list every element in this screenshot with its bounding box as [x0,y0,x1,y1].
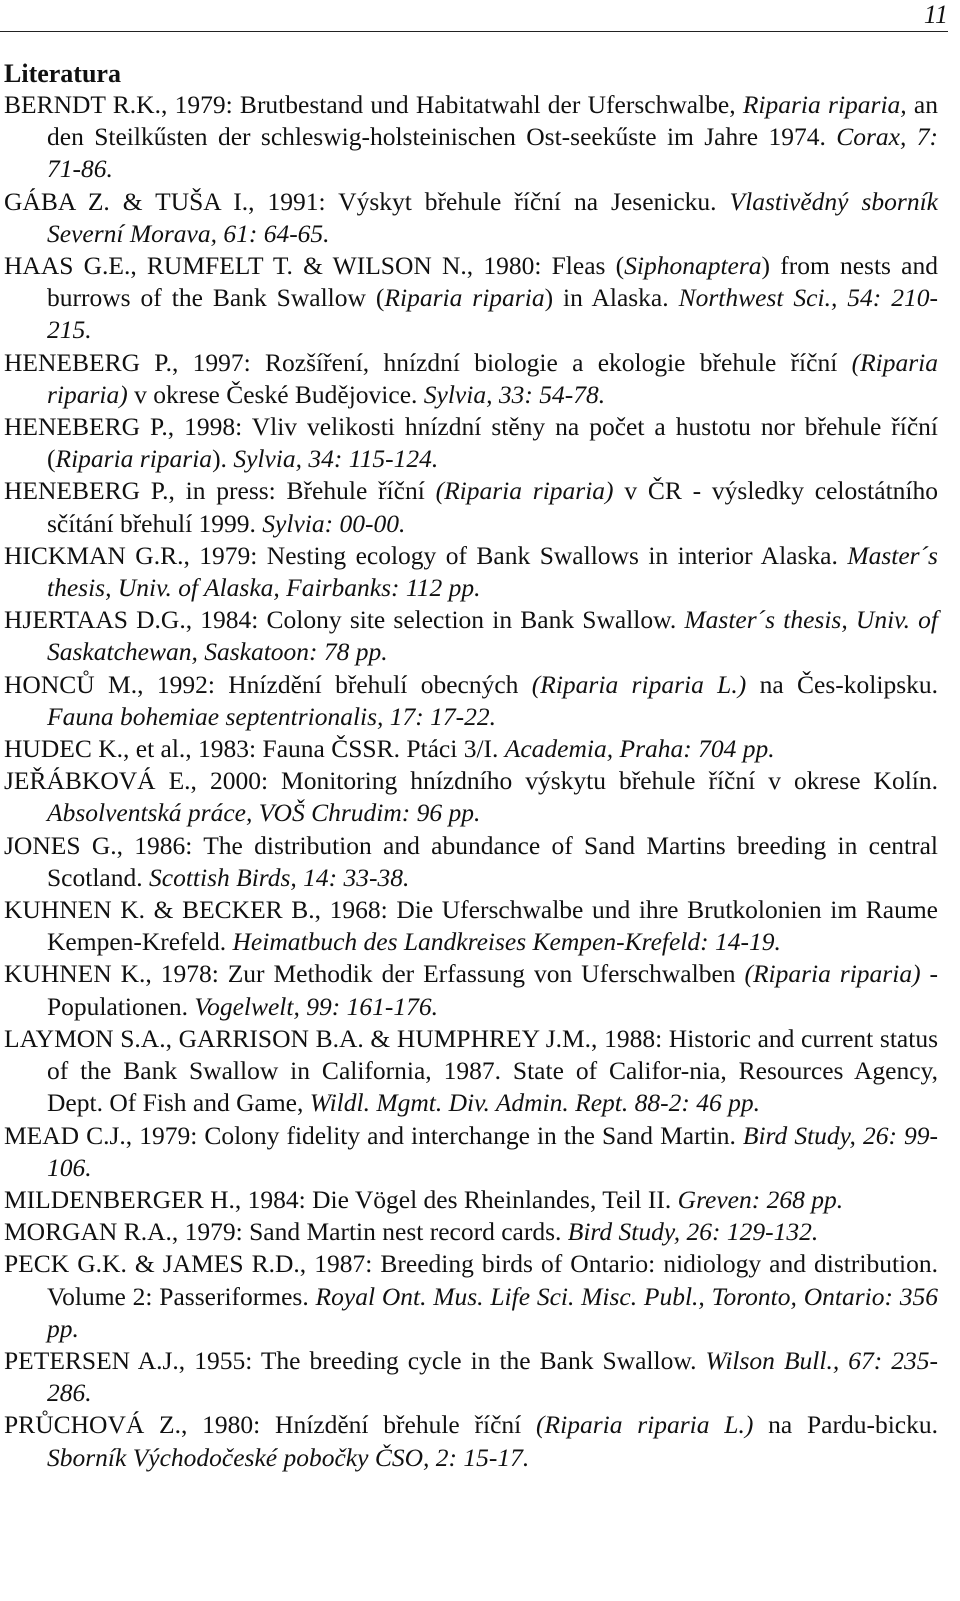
reference-text: HONCŮ M., 1992: Hnízdění břehulí obecných [4,669,532,699]
reference-italic-text: (Riparia riparia L.) [531,669,747,699]
reference-italic-text: Wildl. Mgmt. Div. Admin. Rept. 88-2: 46 pp. [309,1088,760,1118]
reference-entry [4,1216,938,1248]
reference-entry [4,733,938,765]
reference-entry [4,765,938,829]
reference-list [4,89,938,1474]
page-number: 11 [923,0,948,29]
reference-italic-text: Scottish Birds, 14: 33-38. [149,862,410,892]
reference-text: - Populationen. [47,959,938,1021]
reference-italic-text: Heimatbuch des Landkreises Kempen-Krefeld: 14-19. [232,927,781,957]
reference-text: PRŮCHOVÁ Z., 1980: Hnízdění břehule říční [4,1410,537,1440]
reference-italic-text: Bird Study, 26: 99-106. [47,1120,938,1182]
reference-text: KUHNEN K. & BECKER B., 1968: Die Uferschwalbe und ihre Brutkolonien im Raume Kempen-Krefeld. [4,895,938,957]
reference-text: MORGAN R.A., 1979: Sand Martin nest record cards. [4,1217,568,1247]
section-title: Literatura [4,59,121,88]
reference-italic-text: Academia, Praha: 704 pp. [504,734,775,764]
reference-entry [4,411,938,475]
reference-italic-text: Wilson Bull., 67: 235-286. [47,1345,938,1408]
reference-entry [4,894,938,958]
reference-text: ) from nests and burrows of the Bank Swallow ( [47,251,938,313]
reference-italic-text: Riparia riparia [55,444,213,474]
reference-italic-text: Siphonaptera [624,251,762,281]
reference-italic-text: Vogelwelt, 99: 161-176. [194,991,438,1021]
reference-italic-text: Sylvia, 33: 54-78. [423,379,606,409]
reference-italic-text: Sborník Východočeské pobočky ČSO, 2: 15-17. [47,1442,530,1472]
reference-entry [4,1248,938,1345]
reference-text: PECK G.K. & JAMES R.D., 1987: Breeding birds of Ontario: nidiology and distribution. Volume 2: Passeriformes. [4,1249,938,1311]
reference-text: MEAD C.J., 1979: Colony fidelity and interchange in the Sand Martin. [4,1120,743,1150]
reference-text: an den Steilkűsten der schleswig-holsteinischen Ost-seekűste im Jahre 1974. [47,90,938,152]
reference-entry [4,669,938,733]
reference-italic-text: Northwest Sci., 54: 210-215. [47,283,939,345]
reference-text: HICKMAN G.R., 1979: Nesting ecology of Bank Swallows in interior Alaska. [4,540,848,570]
reference-text: GÁBA Z. & TUŠA I., 1991: Výskyt břehule říční na Jesenicku. [4,186,730,216]
reference-entry [4,1409,938,1473]
reference-text: v okrese České Budějovice. [127,379,424,409]
reference-entry [4,1120,938,1184]
reference-entry [4,830,938,894]
reference-italic-text: Fauna bohemiae septentrionalis, 17: 17-22. [47,701,497,731]
reference-text: HJERTAAS D.G., 1984: Colony site selection in Bank Swallow. [4,605,685,635]
reference-italic-text: Vlastivědný sborník Severní Morava, 61: 64-65. [47,186,938,248]
reference-italic-text: Sylvia, 34: 115-124. [233,444,439,474]
reference-text: KUHNEN K., 1978: Zur Methodik der Erfassung von Uferschwalben [4,959,745,989]
reference-entry [4,347,938,411]
reference-text: JONES G., 1986: The distribution and abundance of Sand Martins breeding in central Scotland. [4,830,938,892]
reference-text: MILDENBERGER H., 1984: Die Vögel des Rheinlandes, Teil II. [4,1184,678,1214]
reference-italic-text: Sylvia: 00-00. [262,508,406,538]
reference-italic-text: Corax, 7: 71-86. [47,122,938,184]
reference-entry [4,540,938,604]
header-rule [0,31,948,32]
reference-entry [4,186,938,250]
reference-text: BERNDT R.K., 1979: Brutbestand und Habitatwahl der Uferschwalbe, [4,90,743,119]
reference-text: HUDEC K., et al., 1983: Fauna ČSSR. Ptáci 3/I. [4,734,505,764]
reference-entry [4,958,938,1022]
reference-italic-text: Royal Ont. Mus. Life Sci. Misc. Publ., Toronto, Ontario: 356 pp. [47,1281,938,1343]
reference-italic-text: Absolventská práce, VOŠ Chrudim: 96 pp. [47,798,481,828]
reference-text: PETERSEN A.J., 1955: The breeding cycle in the Bank Swallow. [4,1345,706,1375]
reference-entry [4,475,938,539]
reference-italic-text: Master´s thesis, Univ. of Alaska, Fairbanks: 112 pp. [47,540,938,603]
reference-italic-text: (Riparia riparia) [435,476,614,506]
reference-text: HENEBERG P., 1997: Rozšíření, hnízdní biologie a ekologie břehule říční [4,347,852,377]
reference-text: na Pardu-bicku. [753,1410,938,1440]
reference-italic-text: (Riparia riparia) [47,347,938,409]
reference-entry [4,1184,938,1216]
reference-text: v ČR - výsledky celostátního sčítání břehulí 1999. [47,476,938,538]
reference-italic-text: Master´s thesis, Univ. of Saskatchewan, Saskatoon: 78 pp. [47,605,938,667]
reference-italic-text: Greven: 268 pp. [677,1184,844,1214]
reference-text: ). [212,444,234,474]
reference-italic-text: (Riparia riparia L.) [536,1410,754,1440]
reference-italic-text: Riparia riparia, [742,90,907,119]
reference-text: na Čes-kolipsku. [746,669,939,699]
reference-entry [4,1345,938,1409]
reference-entry [4,89,938,186]
reference-text: ) in Alaska. [544,283,679,313]
reference-entry [4,604,938,668]
reference-italic-text: Riparia riparia [384,283,545,313]
reference-entry [4,1023,938,1120]
reference-text: HENEBERG P., in press: Břehule říční [4,476,436,506]
reference-text: HENEBERG P., 1998: Vliv velikosti hnízdní stěny na počet a hustotu nor břehule říční ( [4,412,938,474]
reference-text: HAAS G.E., RUMFELT T. & WILSON N., 1980: Fleas ( [4,251,625,281]
reference-text: LAYMON S.A., GARRISON B.A. & HUMPHREY J.M., 1988: Historic and current status of the Bank Swallow in California, 1987. State of Califor-nia, Resources Agency, Dept. Of Fish and Game, [4,1023,938,1118]
reference-text: JEŘÁBKOVÁ E., 2000: Monitoring hnízdního výskytu břehule říční v okrese Kolín. [4,766,938,796]
reference-italic-text: (Riparia riparia) [744,959,921,989]
reference-entry [4,250,938,347]
reference-italic-text: Bird Study, 26: 129-132. [567,1217,819,1247]
